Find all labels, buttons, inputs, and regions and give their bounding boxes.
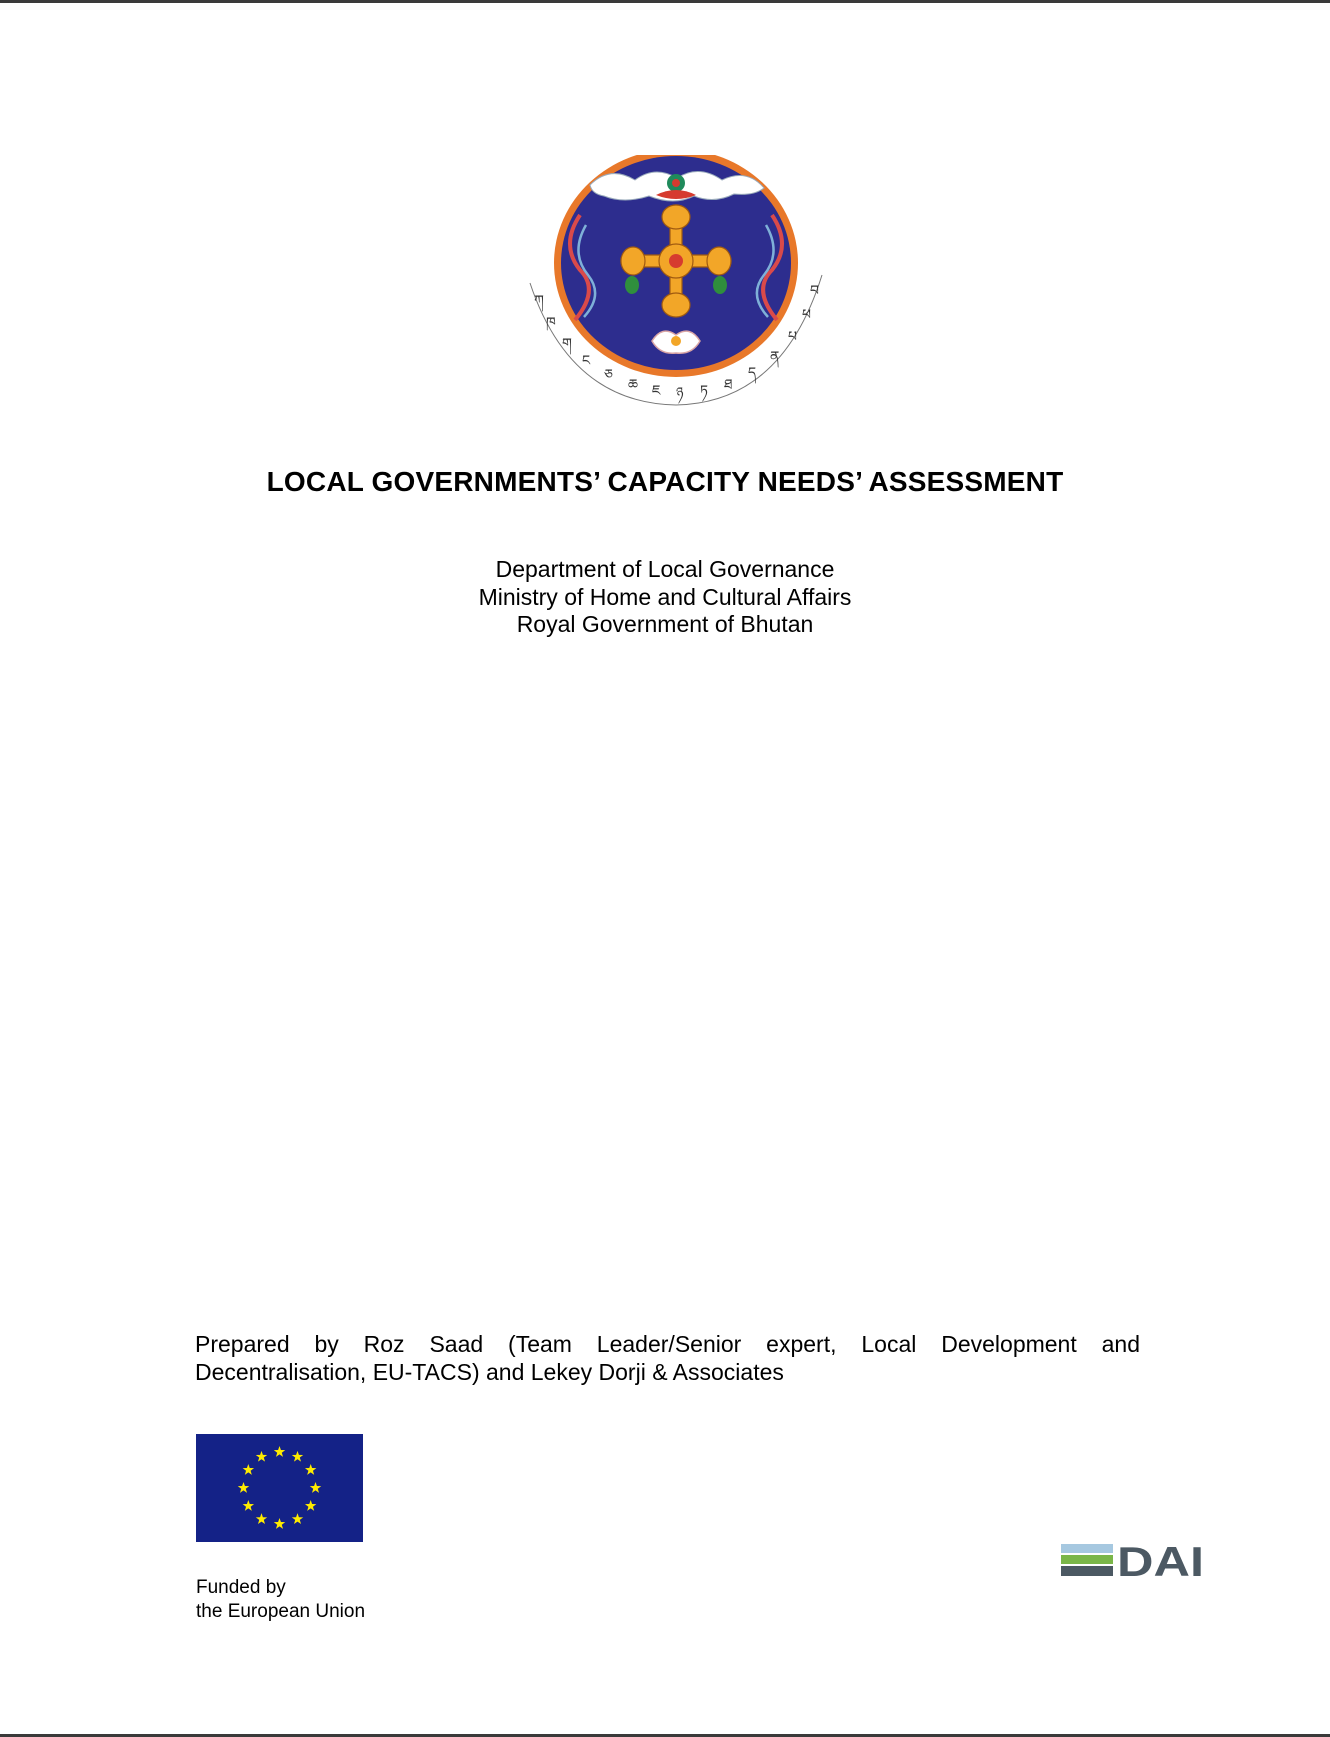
svg-text:ཁ: ཁ <box>546 315 556 331</box>
dai-wordmark: DAI <box>1117 1542 1204 1578</box>
svg-text:པ: པ <box>788 329 797 345</box>
svg-text:ཐ: ཐ <box>724 377 733 393</box>
document-title: LOCAL GOVERNMENTS’ CAPACITY NEEDS’ ASSESSMENT <box>266 466 1064 497</box>
funded-by-line: Funded by <box>196 1577 286 1598</box>
department-name: Department of Local Governance <box>495 556 835 582</box>
eu-flag-icon <box>196 1434 363 1542</box>
svg-text:ཅ: ཅ <box>604 367 613 383</box>
dai-bar-top <box>1061 1544 1113 1553</box>
svg-text:ན: ན <box>770 349 780 365</box>
top-border <box>0 0 1330 3</box>
prepared-by-statement: Prepared by Roz Saad (Team Leader/Senior expert, Local Development and Decentralisation, EU-TACS) and Lekey Dorji & Associates <box>195 1331 1140 1385</box>
svg-text:ཕ: ཕ <box>802 307 811 323</box>
funding-note <box>196 1576 365 1623</box>
svg-text:ག: ག <box>562 336 572 352</box>
svg-text:ད: ད <box>748 365 757 381</box>
svg-text:ཆ: ཆ <box>628 377 638 393</box>
dai-logo-icon <box>1061 1542 1204 1578</box>
svg-text:ང: ང <box>582 353 591 369</box>
svg-text:ཀ: ཀ <box>534 293 544 309</box>
svg-text:ཇ: ཇ <box>652 383 661 399</box>
svg-text:ཉ: ཉ <box>676 385 684 401</box>
funder-name-line: the European Union <box>196 1600 366 1622</box>
bhutan-emblem-icon <box>520 155 830 435</box>
dai-bar-bottom <box>1061 1566 1113 1576</box>
svg-text:ཏ: ཏ <box>700 383 708 399</box>
government-name: Royal Government of Bhutan <box>516 611 814 637</box>
ministry-name: Ministry of Home and Cultural Affairs <box>478 583 852 610</box>
svg-text:བ: བ <box>810 283 819 299</box>
issuing-authority <box>0 556 1330 639</box>
dai-bar-mid <box>1061 1555 1113 1564</box>
